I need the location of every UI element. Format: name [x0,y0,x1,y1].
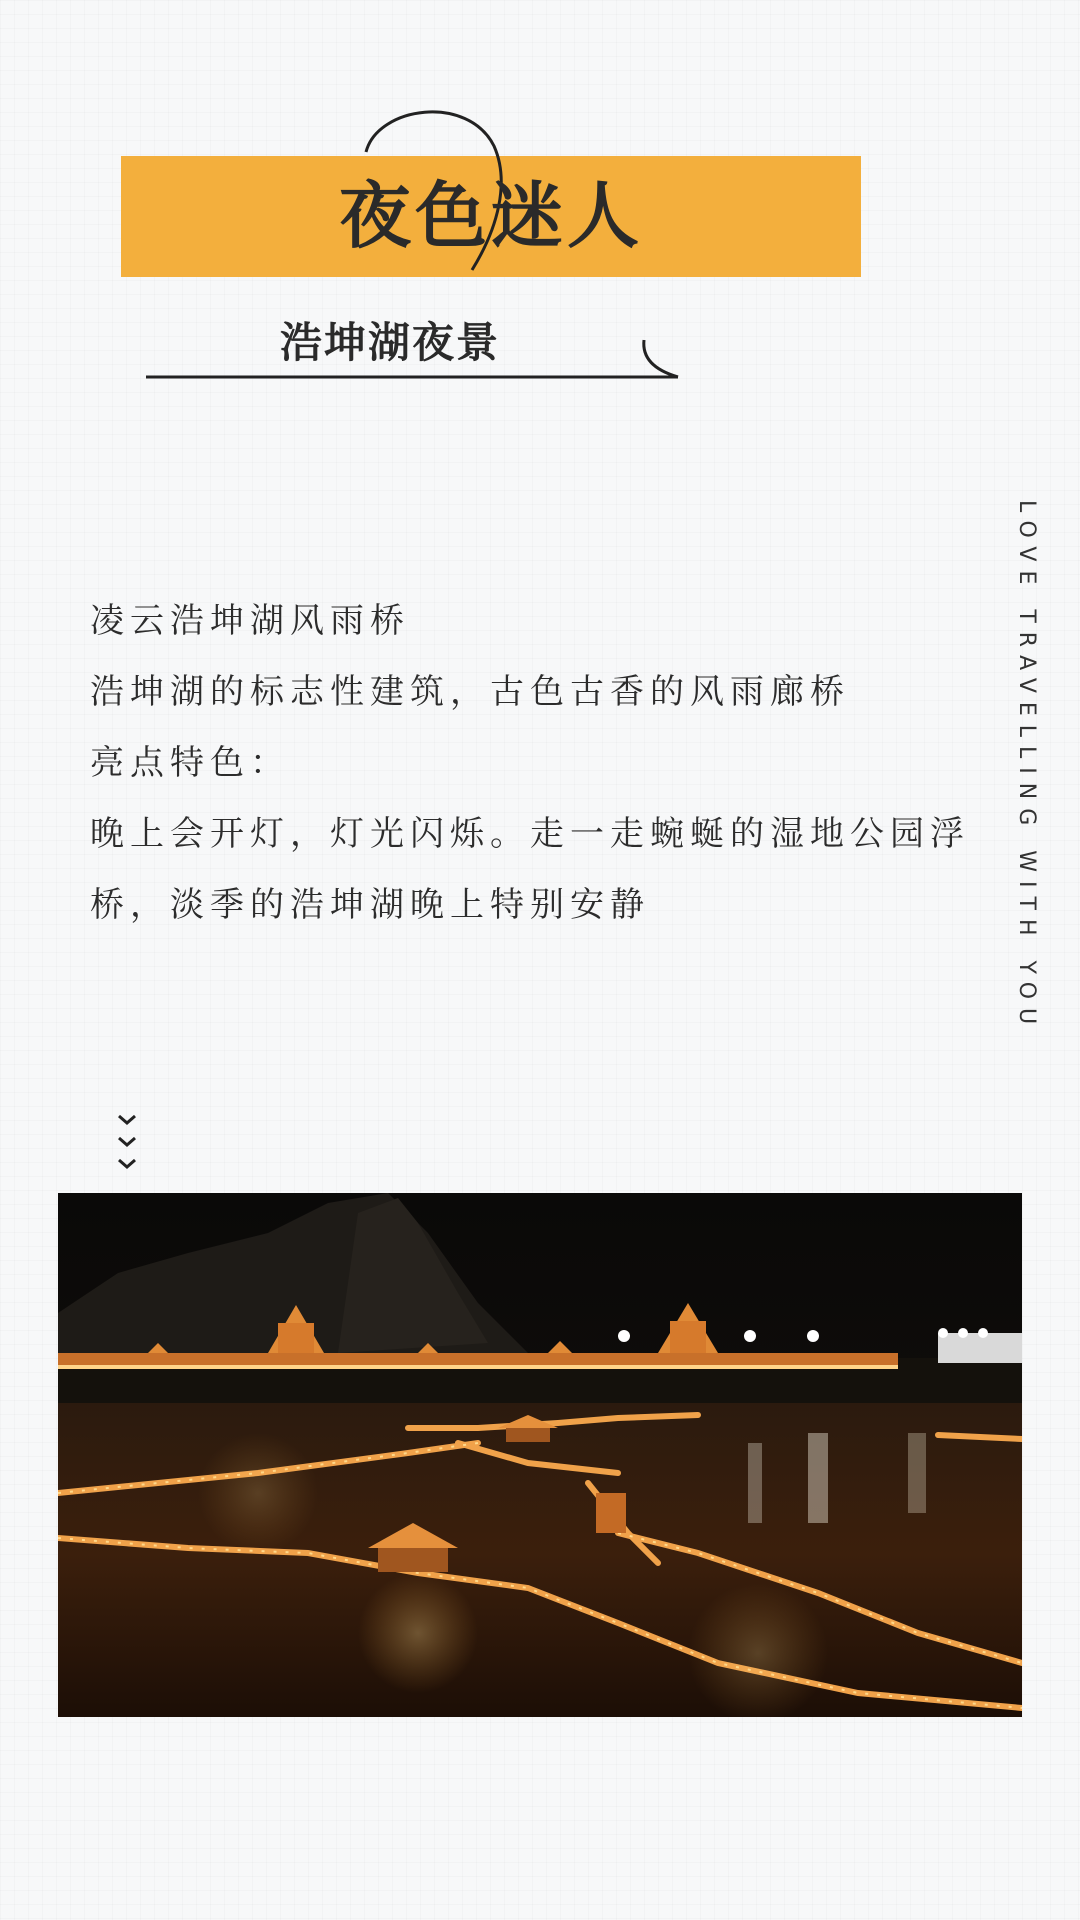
paragraph-5: 桥，淡季的浩坤湖晚上特别安静 [90,885,650,925]
subtitle: 浩坤湖夜景 [280,318,501,367]
paragraph-3: 亮点特色： [90,743,290,783]
night-lake-bridge-photo [58,1193,1022,1717]
description [90,586,990,941]
triple-chevron-down-icon [114,1112,140,1176]
side-slogan: LOVE TRAVELLING WITH YOU [1014,500,1039,1034]
paragraph-1: 凌云浩坤湖风雨桥 [90,601,410,641]
page-title: 夜色迷人 [338,174,643,258]
paragraph-4: 晚上会开灯，灯光闪烁。走一走蜿蜒的湿地公园浮 [90,814,970,854]
subtitle-underline [146,330,686,390]
paragraph-2: 浩坤湖的标志性建筑，古色古香的风雨廊桥 [90,672,850,712]
